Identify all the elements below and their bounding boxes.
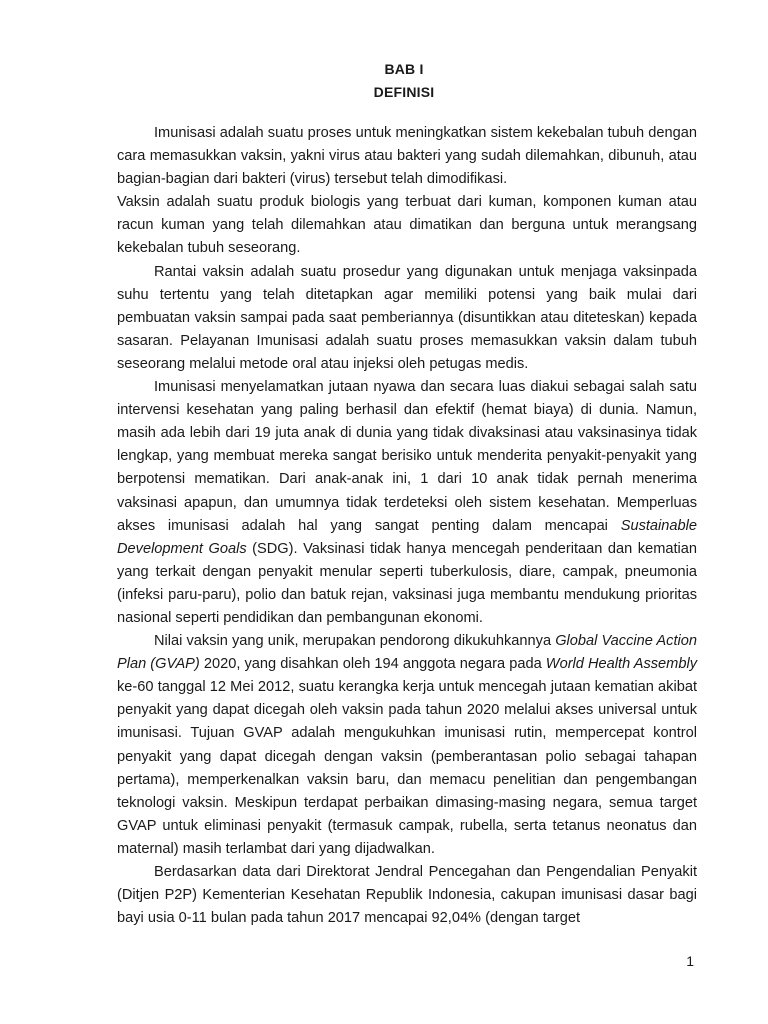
italic-term: World Health Assembly (545, 656, 697, 673)
body-text (117, 122, 697, 930)
chapter-title: DEFINISI (373, 84, 435, 100)
paragraph (117, 261, 697, 376)
paragraph-text: (SDG). Vaksinasi tidak hanya mencegah penderitaan dan kematian yang terkait dengan penyakit menular seperti tuberkulosis, diare, campak, pneumonia (infeksi paru-paru), polio dan batuk rejan, vaksinasi juga membantu mendukung prioritas nasional seperti pendidikan dan pembangunan ekonomi. (117, 540, 697, 626)
paragraph (117, 191, 697, 260)
chapter-heading: BAB I (384, 61, 424, 77)
paragraph (117, 376, 697, 630)
paragraph-text: ke-60 tanggal 12 Mei 2012, suatu kerangka kerja untuk mencegah jutaan kematian akibat penyakit yang dapat dicegah oleh vaksin pada tahun 2020 melalui akses universal untuk imunisasi. Tujuan GVAP adalah mengukuhkan imunisasi rutin, mempercepat kontrol penyakit yang dapat dicegah dengan vaksin (pemberantasan polio sebagai tahapan pertama), memperkenalkan vaksin baru, dan memacu penelitian dan pengembangan teknologi vaksin. Meskipun terdapat perbaikan dimasing-masing negara, semua target GVAP untuk eliminasi penyakit (termasuk campak, rubella, serta tetanus neonatus dan maternal) masih terlambat dari yang dijadwalkan. (117, 679, 697, 857)
paragraph-text: Imunisasi adalah suatu proses untuk meningkatkan sistem kekebalan tubuh dengan cara memasukkan vaksin, yakni virus atau bakteri yang sudah dilemahkan, dibunuh, atau bagian-bagian dari bakteri (virus) tersebut telah dimodifikasi. (117, 125, 697, 188)
page-number: 1 (686, 953, 694, 969)
paragraph (117, 630, 697, 861)
paragraph (117, 861, 697, 930)
italic-term: Global Vaccine Action Plan (GVAP) (117, 633, 697, 673)
paragraph-text: Imunisasi menyelamatkan jutaan nyawa dan secara luas diakui sebagai salah satu intervensi kesehatan yang paling berhasil dan efektif (hemat biaya) di dunia. Namun, masih ada lebih dari 19 juta anak di dunia yang tidak divaksinasi atau vaksinasinya tidak lengkap, yang membuat mereka sangat berisiko untuk menderita penyakit-penyakit yang berpotensi mematikan. Dari anak-anak ini, 1 dari 10 anak tidak pernah menerima vaksinasi apapun, dan umumnya tidak terdeteksi oleh sistem kesehatan. Memperluas akses imunisasi adalah hal yang sangat penting dalam mencapai (117, 379, 697, 534)
paragraph-text: Rantai vaksin adalah suatu prosedur yang digunakan untuk menjaga vaksinpada suhu tertentu yang telah ditetapkan agar memiliki potensi yang baik mulai dari pembuatan vaksin sampai pada saat pemberiannya (disuntikkan atau diteteskan) kepada sasaran. Pelayanan Imunisasi adalah suatu proses memasukkan vaksin dalam tubuh seseorang melalui metode oral atau injeksi oleh petugas medis. (117, 263, 697, 372)
paragraph (117, 122, 697, 191)
paragraph-text: Nilai vaksin yang unik, merupakan pendorong dikukuhkannya (154, 633, 556, 650)
paragraph-text: 2020, yang disahkan oleh 194 anggota negara pada (199, 656, 546, 673)
paragraph-text: Berdasarkan data dari Direktorat Jendral Pencegahan dan Pengendalian Penyakit (Ditjen P2P) Kementerian Kesehatan Republik Indonesia, cakupan imunisasi dasar bagi bayi usia 0-11 bulan pada tahun 2017 mencapai 92,04% (dengan target (117, 864, 697, 927)
paragraph-text: Vaksin adalah suatu produk biologis yang terbuat dari kuman, komponen kuman atau racun kuman yang telah dilemahkan atau dimatikan dan berguna untuk merangsang kekebalan tubuh seseorang. (117, 194, 697, 257)
italic-term: Sustainable Development Goals (117, 517, 697, 557)
